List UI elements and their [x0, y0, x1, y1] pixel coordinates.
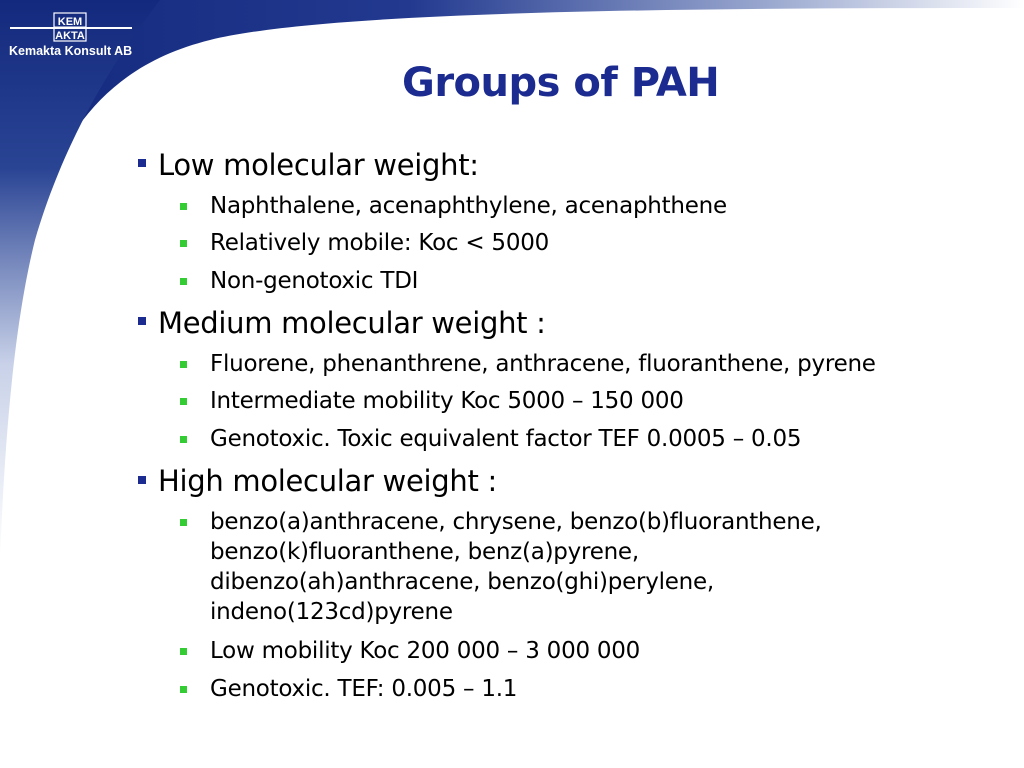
company-name: Kemakta Konsult AB — [9, 44, 133, 58]
list-item: Fluorene, phenanthrene, anthracene, fluoranthene, pyrene — [210, 351, 876, 377]
list-item: benzo(a)anthracene, chrysene, benzo(b)fluoranthene, — [210, 509, 822, 535]
bullet-square — [180, 648, 187, 655]
list-item: Non-genotoxic TDI — [210, 268, 419, 294]
bullet-square — [180, 203, 187, 210]
bullet-square — [180, 519, 187, 526]
slide-title: Groups of PAH — [402, 60, 720, 106]
list-item-continuation: benzo(k)fluoranthene, benz(a)pyrene, — [210, 539, 639, 565]
bullet-square — [180, 278, 187, 285]
list-item: Naphthalene, acenaphthylene, acenaphthene — [210, 193, 727, 219]
svg-text:KEM: KEM — [57, 16, 83, 28]
section-heading: Low molecular weight: — [158, 148, 479, 182]
bullet-square — [180, 361, 187, 368]
bullet-square — [180, 686, 187, 693]
section-heading: Medium molecular weight : — [158, 306, 546, 340]
bullet-square — [180, 398, 187, 405]
bullet-square — [180, 240, 187, 247]
list-item: Genotoxic. Toxic equivalent factor TEF 0.0005 – 0.05 — [210, 426, 802, 452]
bullet-square — [138, 317, 146, 325]
list-item: Low mobility Koc 200 000 – 3 000 000 — [210, 638, 641, 664]
bullet-square — [180, 436, 187, 443]
bullet-square — [138, 476, 146, 484]
list-item: Genotoxic. TEF: 0.005 – 1.1 — [210, 676, 518, 702]
list-item: Relatively mobile: Koc < 5000 — [210, 230, 549, 256]
svg-text:AKTA: AKTA — [55, 30, 85, 42]
list-item-continuation: dibenzo(ah)anthracene, benzo(ghi)perylene, — [210, 569, 714, 595]
list-item-continuation: indeno(123cd)pyrene — [210, 599, 453, 625]
section-heading: High molecular weight : — [158, 464, 497, 498]
bullet-square — [138, 159, 146, 167]
list-item: Intermediate mobility Koc 5000 – 150 000 — [210, 388, 684, 414]
